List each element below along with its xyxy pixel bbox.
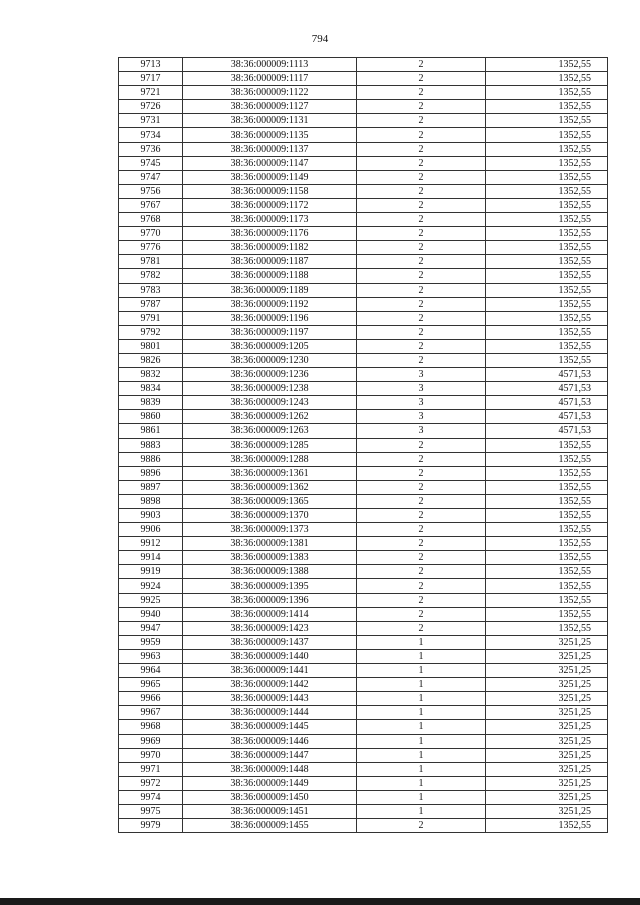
cell-count: 3: [357, 382, 486, 396]
cell-record-id: 9834: [119, 382, 183, 396]
cell-record-id: 9883: [119, 438, 183, 452]
cell-cadastral-number: 38:36:000009:1446: [183, 734, 357, 748]
table-row: [119, 607, 608, 621]
cell-cadastral-number: 38:36:000009:1383: [183, 551, 357, 565]
table-row: [119, 480, 608, 494]
cell-value: 3251,25: [486, 734, 608, 748]
cell-value: 3251,25: [486, 720, 608, 734]
table-row: [119, 184, 608, 198]
table-row: [119, 790, 608, 804]
cell-record-id: 9964: [119, 664, 183, 678]
cell-record-id: 9781: [119, 255, 183, 269]
cell-value: 1352,55: [486, 607, 608, 621]
cell-record-id: 9745: [119, 156, 183, 170]
table-row: [119, 368, 608, 382]
table-row: [119, 128, 608, 142]
cell-cadastral-number: 38:36:000009:1147: [183, 156, 357, 170]
cell-cadastral-number: 38:36:000009:1158: [183, 184, 357, 198]
cell-record-id: 9783: [119, 283, 183, 297]
table-row: [119, 396, 608, 410]
cell-count: 2: [357, 72, 486, 86]
cell-record-id: 9965: [119, 678, 183, 692]
table-row: [119, 325, 608, 339]
cell-count: 2: [357, 241, 486, 255]
cell-cadastral-number: 38:36:000009:1288: [183, 452, 357, 466]
cell-count: 2: [357, 198, 486, 212]
cell-cadastral-number: 38:36:000009:1122: [183, 86, 357, 100]
cell-count: 2: [357, 100, 486, 114]
cell-value: 1352,55: [486, 269, 608, 283]
cell-value: 3251,25: [486, 664, 608, 678]
cell-value: 1352,55: [486, 593, 608, 607]
cell-record-id: 9782: [119, 269, 183, 283]
cell-record-id: 9963: [119, 649, 183, 663]
cell-value: 3251,25: [486, 776, 608, 790]
cell-count: 2: [357, 480, 486, 494]
cell-record-id: 9970: [119, 748, 183, 762]
cell-count: 1: [357, 734, 486, 748]
cell-value: 4571,53: [486, 424, 608, 438]
cell-record-id: 9886: [119, 452, 183, 466]
table-row: [119, 551, 608, 565]
table-row: [119, 311, 608, 325]
cell-cadastral-number: 38:36:000009:1187: [183, 255, 357, 269]
table-row: [119, 339, 608, 353]
cell-value: 3251,25: [486, 790, 608, 804]
page-number: 794: [311, 33, 329, 45]
cell-count: 2: [357, 466, 486, 480]
cell-value: 3251,25: [486, 678, 608, 692]
table-row: [119, 100, 608, 114]
cell-cadastral-number: 38:36:000009:1396: [183, 593, 357, 607]
cell-record-id: 9713: [119, 58, 183, 72]
data-table: [118, 57, 608, 833]
cell-value: 1352,55: [486, 339, 608, 353]
cell-value: 3251,25: [486, 706, 608, 720]
cell-record-id: 9940: [119, 607, 183, 621]
cell-count: 2: [357, 128, 486, 142]
cell-record-id: 9832: [119, 368, 183, 382]
cell-value: 1352,55: [486, 156, 608, 170]
cell-count: 2: [357, 438, 486, 452]
cell-count: 2: [357, 607, 486, 621]
cell-count: 2: [357, 58, 486, 72]
cell-value: 1352,55: [486, 537, 608, 551]
cell-value: 1352,55: [486, 198, 608, 212]
cell-cadastral-number: 38:36:000009:1447: [183, 748, 357, 762]
cell-value: 1352,55: [486, 325, 608, 339]
cell-count: 2: [357, 184, 486, 198]
table-row: [119, 466, 608, 480]
cell-cadastral-number: 38:36:000009:1445: [183, 720, 357, 734]
table-row: [119, 452, 608, 466]
cell-cadastral-number: 38:36:000009:1117: [183, 72, 357, 86]
cell-count: 2: [357, 509, 486, 523]
cell-record-id: 9914: [119, 551, 183, 565]
table-row: [119, 410, 608, 424]
cell-value: 1352,55: [486, 184, 608, 198]
table-row: [119, 438, 608, 452]
cell-count: 1: [357, 692, 486, 706]
table-row: [119, 734, 608, 748]
cell-value: 3251,25: [486, 692, 608, 706]
cell-count: 2: [357, 537, 486, 551]
cell-count: 2: [357, 170, 486, 184]
table-row: [119, 424, 608, 438]
cell-count: 2: [357, 86, 486, 100]
cell-cadastral-number: 38:36:000009:1236: [183, 368, 357, 382]
cell-cadastral-number: 38:36:000009:1135: [183, 128, 357, 142]
table-row: [119, 297, 608, 311]
cell-cadastral-number: 38:36:000009:1189: [183, 283, 357, 297]
cell-cadastral-number: 38:36:000009:1182: [183, 241, 357, 255]
cell-count: 2: [357, 227, 486, 241]
cell-record-id: 9726: [119, 100, 183, 114]
cell-cadastral-number: 38:36:000009:1188: [183, 269, 357, 283]
table-row: [119, 156, 608, 170]
cell-count: 1: [357, 748, 486, 762]
table-row: [119, 494, 608, 508]
cell-cadastral-number: 38:36:000009:1365: [183, 494, 357, 508]
cell-cadastral-number: 38:36:000009:1173: [183, 213, 357, 227]
cell-record-id: 9860: [119, 410, 183, 424]
table-row: [119, 269, 608, 283]
cell-count: 1: [357, 790, 486, 804]
cell-count: 3: [357, 368, 486, 382]
cell-count: 2: [357, 353, 486, 367]
cell-record-id: 9919: [119, 565, 183, 579]
cell-count: 1: [357, 706, 486, 720]
cell-record-id: 9966: [119, 692, 183, 706]
cell-record-id: 9906: [119, 523, 183, 537]
table-row: [119, 382, 608, 396]
cell-value: 1352,55: [486, 353, 608, 367]
cell-cadastral-number: 38:36:000009:1263: [183, 424, 357, 438]
cell-cadastral-number: 38:36:000009:1373: [183, 523, 357, 537]
cell-value: 1352,55: [486, 819, 608, 833]
cell-record-id: 9787: [119, 297, 183, 311]
cell-cadastral-number: 38:36:000009:1442: [183, 678, 357, 692]
cell-cadastral-number: 38:36:000009:1381: [183, 537, 357, 551]
cell-value: 1352,55: [486, 438, 608, 452]
cell-record-id: 9968: [119, 720, 183, 734]
cell-count: 2: [357, 523, 486, 537]
cell-cadastral-number: 38:36:000009:1444: [183, 706, 357, 720]
cell-count: 2: [357, 819, 486, 833]
cell-record-id: 9731: [119, 114, 183, 128]
cell-cadastral-number: 38:36:000009:1414: [183, 607, 357, 621]
cell-cadastral-number: 38:36:000009:1113: [183, 58, 357, 72]
cell-count: 1: [357, 762, 486, 776]
cell-record-id: 9747: [119, 170, 183, 184]
cell-value: 1352,55: [486, 466, 608, 480]
cell-count: 2: [357, 593, 486, 607]
cell-count: 1: [357, 804, 486, 818]
cell-count: 2: [357, 114, 486, 128]
cell-count: 2: [357, 213, 486, 227]
table-row: [119, 86, 608, 100]
cell-count: 2: [357, 452, 486, 466]
cell-value: 1352,55: [486, 114, 608, 128]
table-row: [119, 593, 608, 607]
cell-value: 3251,25: [486, 649, 608, 663]
cell-cadastral-number: 38:36:000009:1388: [183, 565, 357, 579]
cell-count: 1: [357, 678, 486, 692]
cell-record-id: 9770: [119, 227, 183, 241]
cell-record-id: 9896: [119, 466, 183, 480]
cell-count: 2: [357, 579, 486, 593]
cell-value: 1352,55: [486, 100, 608, 114]
cell-count: 2: [357, 621, 486, 635]
cell-count: 2: [357, 325, 486, 339]
cell-record-id: 9972: [119, 776, 183, 790]
table-row: [119, 537, 608, 551]
cell-cadastral-number: 38:36:000009:1443: [183, 692, 357, 706]
cell-record-id: 9767: [119, 198, 183, 212]
cell-count: 1: [357, 635, 486, 649]
table-row: [119, 720, 608, 734]
table-row: [119, 762, 608, 776]
cell-value: 1352,55: [486, 72, 608, 86]
cell-cadastral-number: 38:36:000009:1262: [183, 410, 357, 424]
cell-record-id: 9826: [119, 353, 183, 367]
cell-value: 1352,55: [486, 283, 608, 297]
cell-count: 2: [357, 255, 486, 269]
cell-record-id: 9801: [119, 339, 183, 353]
table-row: [119, 664, 608, 678]
cell-cadastral-number: 38:36:000009:1451: [183, 804, 357, 818]
cell-value: 1352,55: [486, 509, 608, 523]
cell-cadastral-number: 38:36:000009:1362: [183, 480, 357, 494]
cell-value: 4571,53: [486, 410, 608, 424]
cell-value: 3251,25: [486, 804, 608, 818]
cell-value: 1352,55: [486, 579, 608, 593]
cell-count: 2: [357, 283, 486, 297]
cell-cadastral-number: 38:36:000009:1205: [183, 339, 357, 353]
cell-record-id: 9768: [119, 213, 183, 227]
cell-cadastral-number: 38:36:000009:1137: [183, 142, 357, 156]
cell-record-id: 9776: [119, 241, 183, 255]
cell-value: 1352,55: [486, 142, 608, 156]
table-row: [119, 649, 608, 663]
cell-value: 1352,55: [486, 494, 608, 508]
cell-value: 1352,55: [486, 128, 608, 142]
cell-cadastral-number: 38:36:000009:1149: [183, 170, 357, 184]
cell-record-id: 9971: [119, 762, 183, 776]
table-row: [119, 72, 608, 86]
table-row: [119, 509, 608, 523]
cell-cadastral-number: 38:36:000009:1131: [183, 114, 357, 128]
cell-record-id: 9924: [119, 579, 183, 593]
cell-value: 1352,55: [486, 311, 608, 325]
cell-record-id: 9975: [119, 804, 183, 818]
table-row: [119, 114, 608, 128]
cell-record-id: 9756: [119, 184, 183, 198]
table-row: [119, 170, 608, 184]
cell-count: 2: [357, 339, 486, 353]
cell-cadastral-number: 38:36:000009:1440: [183, 649, 357, 663]
table-row: [119, 523, 608, 537]
cell-value: 1352,55: [486, 227, 608, 241]
cell-value: 1352,55: [486, 241, 608, 255]
cell-count: 3: [357, 424, 486, 438]
cell-value: 1352,55: [486, 621, 608, 635]
cell-value: 3251,25: [486, 762, 608, 776]
cell-value: 1352,55: [486, 213, 608, 227]
cell-value: 1352,55: [486, 170, 608, 184]
cell-value: 3251,25: [486, 748, 608, 762]
cell-cadastral-number: 38:36:000009:1285: [183, 438, 357, 452]
cell-cadastral-number: 38:36:000009:1441: [183, 664, 357, 678]
cell-record-id: 9721: [119, 86, 183, 100]
cell-cadastral-number: 38:36:000009:1197: [183, 325, 357, 339]
cell-cadastral-number: 38:36:000009:1455: [183, 819, 357, 833]
table-row: [119, 692, 608, 706]
table-row: [119, 58, 608, 72]
cell-cadastral-number: 38:36:000009:1127: [183, 100, 357, 114]
cell-record-id: 9974: [119, 790, 183, 804]
scan-edge-border: [0, 898, 640, 905]
table-row: [119, 635, 608, 649]
cell-count: 2: [357, 494, 486, 508]
table-row: [119, 748, 608, 762]
table-row: [119, 776, 608, 790]
cell-count: 2: [357, 156, 486, 170]
cell-cadastral-number: 38:36:000009:1196: [183, 311, 357, 325]
cell-value: 1352,55: [486, 551, 608, 565]
cell-record-id: 9967: [119, 706, 183, 720]
cell-record-id: 9717: [119, 72, 183, 86]
cell-value: 1352,55: [486, 480, 608, 494]
cell-value: 4571,53: [486, 382, 608, 396]
cell-cadastral-number: 38:36:000009:1176: [183, 227, 357, 241]
cell-value: 1352,55: [486, 86, 608, 100]
table-row: [119, 142, 608, 156]
table-row: [119, 621, 608, 635]
cell-count: 2: [357, 269, 486, 283]
cell-count: 2: [357, 142, 486, 156]
cell-count: 2: [357, 297, 486, 311]
cell-record-id: 9947: [119, 621, 183, 635]
table-row: [119, 353, 608, 367]
cell-cadastral-number: 38:36:000009:1361: [183, 466, 357, 480]
cell-record-id: 9736: [119, 142, 183, 156]
cell-cadastral-number: 38:36:000009:1238: [183, 382, 357, 396]
cell-value: 1352,55: [486, 255, 608, 269]
cell-count: 1: [357, 776, 486, 790]
table-row: [119, 706, 608, 720]
cell-value: 1352,55: [486, 452, 608, 466]
cell-record-id: 9792: [119, 325, 183, 339]
table-row: [119, 819, 608, 833]
table-row: [119, 678, 608, 692]
cell-cadastral-number: 38:36:000009:1395: [183, 579, 357, 593]
cell-count: 1: [357, 664, 486, 678]
table-row: [119, 579, 608, 593]
cell-record-id: 9925: [119, 593, 183, 607]
table-row: [119, 255, 608, 269]
cell-value: 1352,55: [486, 565, 608, 579]
cell-value: 4571,53: [486, 396, 608, 410]
cell-cadastral-number: 38:36:000009:1192: [183, 297, 357, 311]
cell-count: 2: [357, 565, 486, 579]
table-body: [119, 58, 608, 833]
cell-cadastral-number: 38:36:000009:1423: [183, 621, 357, 635]
table-row: [119, 565, 608, 579]
cell-cadastral-number: 38:36:000009:1243: [183, 396, 357, 410]
table-row: [119, 227, 608, 241]
cell-value: 1352,55: [486, 297, 608, 311]
cell-record-id: 9897: [119, 480, 183, 494]
cell-count: 1: [357, 649, 486, 663]
cell-value: 4571,53: [486, 368, 608, 382]
cell-record-id: 9959: [119, 635, 183, 649]
cell-count: 3: [357, 410, 486, 424]
cell-record-id: 9791: [119, 311, 183, 325]
cell-cadastral-number: 38:36:000009:1370: [183, 509, 357, 523]
table-row: [119, 198, 608, 212]
cell-cadastral-number: 38:36:000009:1230: [183, 353, 357, 367]
cell-count: 1: [357, 720, 486, 734]
cell-record-id: 9839: [119, 396, 183, 410]
cell-value: 1352,55: [486, 58, 608, 72]
cell-count: 2: [357, 311, 486, 325]
cell-count: 2: [357, 551, 486, 565]
cell-record-id: 9861: [119, 424, 183, 438]
cell-record-id: 9969: [119, 734, 183, 748]
cell-cadastral-number: 38:36:000009:1448: [183, 762, 357, 776]
cell-record-id: 9898: [119, 494, 183, 508]
table-row: [119, 283, 608, 297]
cell-record-id: 9903: [119, 509, 183, 523]
table-row: [119, 213, 608, 227]
cell-cadastral-number: 38:36:000009:1437: [183, 635, 357, 649]
cell-value: 1352,55: [486, 523, 608, 537]
table-row: [119, 241, 608, 255]
cell-value: 3251,25: [486, 635, 608, 649]
cell-count: 3: [357, 396, 486, 410]
cell-record-id: 9979: [119, 819, 183, 833]
cell-cadastral-number: 38:36:000009:1450: [183, 790, 357, 804]
cell-record-id: 9734: [119, 128, 183, 142]
cell-record-id: 9912: [119, 537, 183, 551]
cell-cadastral-number: 38:36:000009:1172: [183, 198, 357, 212]
table-row: [119, 804, 608, 818]
cell-cadastral-number: 38:36:000009:1449: [183, 776, 357, 790]
